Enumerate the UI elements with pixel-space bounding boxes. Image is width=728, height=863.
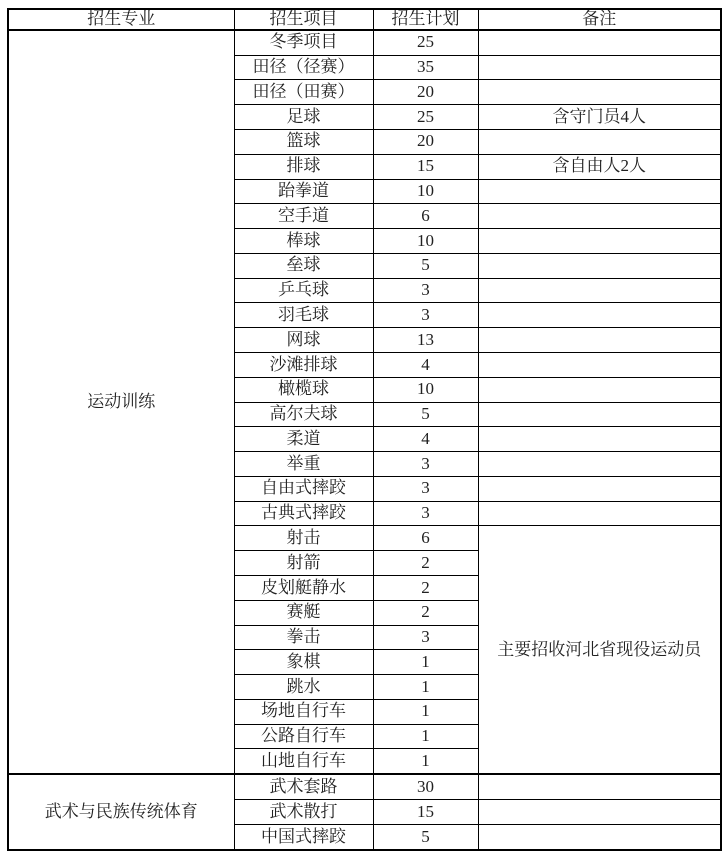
project-cell: 皮划艇静水 bbox=[234, 576, 373, 601]
table-body bbox=[8, 30, 721, 850]
project-cell: 公路自行车 bbox=[234, 724, 373, 749]
project-cell: 赛艇 bbox=[234, 600, 373, 625]
plan-cell: 1 bbox=[373, 699, 478, 724]
plan-cell: 15 bbox=[373, 800, 478, 825]
plan-cell: 4 bbox=[373, 427, 478, 452]
project-cell: 排球 bbox=[234, 154, 373, 179]
project-cell: 武术散打 bbox=[234, 800, 373, 825]
project-cell: 射击 bbox=[234, 526, 373, 551]
plan-cell: 2 bbox=[373, 551, 478, 576]
remark-cell bbox=[478, 825, 721, 850]
project-cell: 跆拳道 bbox=[234, 179, 373, 204]
remark-cell: 主要招收河北省现役运动员 bbox=[478, 526, 721, 774]
plan-cell: 20 bbox=[373, 80, 478, 105]
remark-cell bbox=[478, 303, 721, 328]
remark-cell bbox=[478, 80, 721, 105]
remark-cell bbox=[478, 229, 721, 254]
project-cell: 武术套路 bbox=[234, 774, 373, 799]
plan-cell: 2 bbox=[373, 600, 478, 625]
remark-cell bbox=[478, 452, 721, 477]
admissions-table bbox=[7, 8, 722, 851]
project-cell: 拳击 bbox=[234, 625, 373, 650]
project-cell: 古典式摔跤 bbox=[234, 501, 373, 526]
plan-cell: 3 bbox=[373, 476, 478, 501]
table-row bbox=[8, 30, 721, 55]
project-cell: 羽毛球 bbox=[234, 303, 373, 328]
remark-cell bbox=[478, 30, 721, 55]
table-header bbox=[8, 9, 721, 30]
plan-cell: 25 bbox=[373, 105, 478, 130]
remark-cell bbox=[478, 377, 721, 402]
plan-cell: 6 bbox=[373, 526, 478, 551]
column-header-remark: 备注 bbox=[478, 9, 721, 30]
plan-cell: 3 bbox=[373, 452, 478, 477]
remark-cell bbox=[478, 55, 721, 80]
project-cell: 沙滩排球 bbox=[234, 352, 373, 377]
project-cell: 冬季项目 bbox=[234, 30, 373, 55]
plan-cell: 5 bbox=[373, 253, 478, 278]
plan-cell: 15 bbox=[373, 154, 478, 179]
project-cell: 乒乓球 bbox=[234, 278, 373, 303]
remark-cell bbox=[478, 476, 721, 501]
project-cell: 足球 bbox=[234, 105, 373, 130]
remark-cell bbox=[478, 774, 721, 799]
plan-cell: 3 bbox=[373, 303, 478, 328]
project-cell: 橄榄球 bbox=[234, 377, 373, 402]
project-cell: 象棋 bbox=[234, 650, 373, 675]
project-cell: 柔道 bbox=[234, 427, 373, 452]
project-cell: 田径（田赛） bbox=[234, 80, 373, 105]
remark-cell: 含守门员4人 bbox=[478, 105, 721, 130]
project-cell: 跳水 bbox=[234, 675, 373, 700]
plan-cell: 10 bbox=[373, 179, 478, 204]
plan-cell: 35 bbox=[373, 55, 478, 80]
project-cell: 举重 bbox=[234, 452, 373, 477]
plan-cell: 6 bbox=[373, 204, 478, 229]
plan-cell: 1 bbox=[373, 675, 478, 700]
plan-cell: 10 bbox=[373, 377, 478, 402]
plan-cell: 20 bbox=[373, 129, 478, 154]
remark-cell bbox=[478, 278, 721, 303]
remark-cell bbox=[478, 179, 721, 204]
remark-cell bbox=[478, 129, 721, 154]
column-header-major: 招生专业 bbox=[8, 9, 234, 30]
plan-cell: 3 bbox=[373, 501, 478, 526]
project-cell: 田径（径赛） bbox=[234, 55, 373, 80]
remark-cell bbox=[478, 800, 721, 825]
table-row bbox=[8, 774, 721, 799]
plan-cell: 3 bbox=[373, 625, 478, 650]
project-cell: 射箭 bbox=[234, 551, 373, 576]
project-cell: 自由式摔跤 bbox=[234, 476, 373, 501]
plan-cell: 3 bbox=[373, 278, 478, 303]
plan-cell: 5 bbox=[373, 402, 478, 427]
remark-cell bbox=[478, 501, 721, 526]
project-cell: 场地自行车 bbox=[234, 699, 373, 724]
plan-cell: 2 bbox=[373, 576, 478, 601]
project-cell: 中国式摔跤 bbox=[234, 825, 373, 850]
column-header-project: 招生项目 bbox=[234, 9, 373, 30]
plan-cell: 13 bbox=[373, 328, 478, 353]
remark-cell bbox=[478, 204, 721, 229]
project-cell: 棒球 bbox=[234, 229, 373, 254]
plan-cell: 30 bbox=[373, 774, 478, 799]
remark-cell: 含自由人2人 bbox=[478, 154, 721, 179]
plan-cell: 4 bbox=[373, 352, 478, 377]
plan-cell: 25 bbox=[373, 30, 478, 55]
project-cell: 空手道 bbox=[234, 204, 373, 229]
column-header-plan: 招生计划 bbox=[373, 9, 478, 30]
plan-cell: 1 bbox=[373, 724, 478, 749]
remark-cell bbox=[478, 427, 721, 452]
remark-cell bbox=[478, 253, 721, 278]
project-cell: 网球 bbox=[234, 328, 373, 353]
remark-cell bbox=[478, 402, 721, 427]
remark-cell bbox=[478, 352, 721, 377]
project-cell: 篮球 bbox=[234, 129, 373, 154]
plan-cell: 1 bbox=[373, 749, 478, 774]
major-cell: 运动训练 bbox=[8, 30, 234, 775]
project-cell: 垒球 bbox=[234, 253, 373, 278]
remark-cell bbox=[478, 328, 721, 353]
plan-cell: 10 bbox=[373, 229, 478, 254]
plan-cell: 5 bbox=[373, 825, 478, 850]
project-cell: 山地自行车 bbox=[234, 749, 373, 774]
plan-cell: 1 bbox=[373, 650, 478, 675]
project-cell: 高尔夫球 bbox=[234, 402, 373, 427]
header-row bbox=[8, 9, 721, 30]
major-cell: 武术与民族传统体育 bbox=[8, 774, 234, 850]
